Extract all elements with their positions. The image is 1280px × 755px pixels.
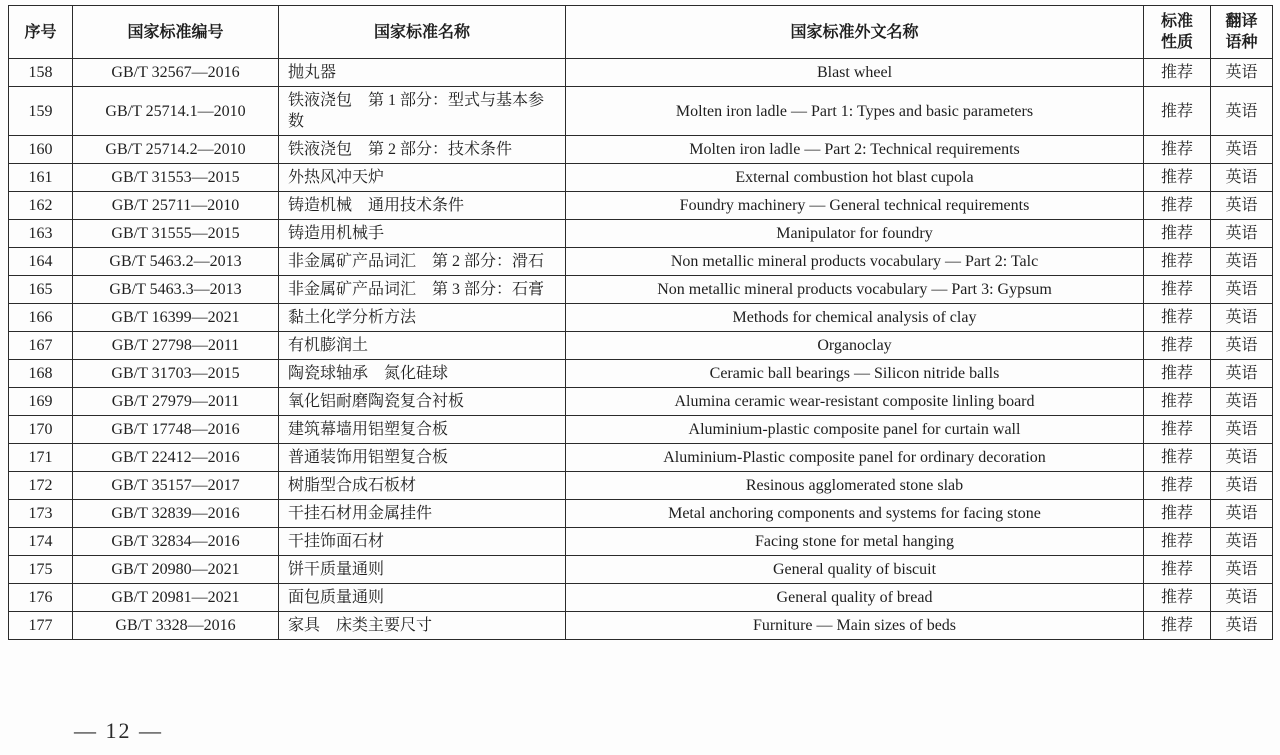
cell-serial-number: 158 xyxy=(9,59,73,87)
cell-translation-language: 英语 xyxy=(1211,136,1273,164)
cell-serial-number: 162 xyxy=(9,192,73,220)
cell-translation-language: 英语 xyxy=(1211,500,1273,528)
cell-standard-name-cn: 干挂石材用金属挂件 xyxy=(279,500,566,528)
table-row xyxy=(9,59,1273,87)
cell-translation-language: 英语 xyxy=(1211,87,1273,136)
table-row xyxy=(9,444,1273,472)
cell-standard-code: GB/T 32839—2016 xyxy=(73,500,279,528)
cell-standard-name-en: Non metallic mineral products vocabulary — Part 2: Talc xyxy=(566,248,1144,276)
table-row xyxy=(9,556,1273,584)
cell-serial-number: 160 xyxy=(9,136,73,164)
cell-standard-name-cn: 建筑幕墙用铝塑复合板 xyxy=(279,416,566,444)
cell-standard-nature: 推荐 xyxy=(1144,444,1211,472)
cell-standard-name-en: Metal anchoring components and systems for facing stone xyxy=(566,500,1144,528)
cell-translation-language: 英语 xyxy=(1211,164,1273,192)
header-translation-language-line2: 语种 xyxy=(1225,34,1258,51)
cell-standard-code: GB/T 25714.2—2010 xyxy=(73,136,279,164)
cell-standard-nature: 推荐 xyxy=(1144,556,1211,584)
cell-standard-code: GB/T 35157—2017 xyxy=(73,472,279,500)
cell-standard-name-en: Organoclay xyxy=(566,332,1144,360)
cell-standard-code: GB/T 17748—2016 xyxy=(73,416,279,444)
cell-translation-language: 英语 xyxy=(1211,332,1273,360)
cell-standard-name-en: Molten iron ladle — Part 1: Types and basic parameters xyxy=(566,87,1144,136)
cell-standard-name-en: Aluminium-Plastic composite panel for ordinary decoration xyxy=(566,444,1144,472)
table-row xyxy=(9,136,1273,164)
cell-standard-nature: 推荐 xyxy=(1144,136,1211,164)
cell-standard-nature: 推荐 xyxy=(1144,528,1211,556)
cell-translation-language: 英语 xyxy=(1211,444,1273,472)
cell-standard-nature: 推荐 xyxy=(1144,87,1211,136)
cell-standard-nature: 推荐 xyxy=(1144,276,1211,304)
standards-table xyxy=(8,5,1273,640)
cell-standard-nature: 推荐 xyxy=(1144,164,1211,192)
header-standard-name-cn: 国家标准名称 xyxy=(279,6,566,59)
table-row xyxy=(9,164,1273,192)
table-row xyxy=(9,584,1273,612)
cell-standard-code: GB/T 3328—2016 xyxy=(73,612,279,640)
cell-standard-code: GB/T 25711—2010 xyxy=(73,192,279,220)
cell-serial-number: 165 xyxy=(9,276,73,304)
cell-standard-name-cn: 有机膨润土 xyxy=(279,332,566,360)
header-standard-code: 国家标准编号 xyxy=(73,6,279,59)
cell-serial-number: 175 xyxy=(9,556,73,584)
cell-standard-name-cn: 铸造机械 通用技术条件 xyxy=(279,192,566,220)
table-row xyxy=(9,192,1273,220)
cell-serial-number: 170 xyxy=(9,416,73,444)
cell-standard-code: GB/T 25714.1—2010 xyxy=(73,87,279,136)
header-translation-language-line1: 翻译 xyxy=(1225,13,1258,30)
cell-serial-number: 159 xyxy=(9,87,73,136)
cell-standard-nature: 推荐 xyxy=(1144,332,1211,360)
cell-standard-name-en: Facing stone for metal hanging xyxy=(566,528,1144,556)
cell-serial-number: 169 xyxy=(9,388,73,416)
cell-serial-number: 174 xyxy=(9,528,73,556)
cell-standard-name-cn: 陶瓷球轴承 氮化硅球 xyxy=(279,360,566,388)
cell-translation-language: 英语 xyxy=(1211,360,1273,388)
cell-standard-nature: 推荐 xyxy=(1144,500,1211,528)
table-row xyxy=(9,500,1273,528)
cell-standard-name-en: Ceramic ball bearings — Silicon nitride balls xyxy=(566,360,1144,388)
table-row xyxy=(9,388,1273,416)
cell-standard-name-cn: 氧化铝耐磨陶瓷复合衬板 xyxy=(279,388,566,416)
cell-standard-nature: 推荐 xyxy=(1144,59,1211,87)
cell-serial-number: 167 xyxy=(9,332,73,360)
cell-standard-name-cn: 家具 床类主要尺寸 xyxy=(279,612,566,640)
cell-translation-language: 英语 xyxy=(1211,192,1273,220)
cell-standard-name-en: Manipulator for foundry xyxy=(566,220,1144,248)
cell-standard-name-cn: 非金属矿产品词汇 第 2 部分：滑石 xyxy=(279,248,566,276)
header-standard-nature xyxy=(1144,6,1211,59)
cell-translation-language: 英语 xyxy=(1211,304,1273,332)
cell-standard-code: GB/T 22412—2016 xyxy=(73,444,279,472)
cell-serial-number: 177 xyxy=(9,612,73,640)
cell-standard-name-en: Resinous agglomerated stone slab xyxy=(566,472,1144,500)
cell-standard-code: GB/T 20980—2021 xyxy=(73,556,279,584)
cell-standard-nature: 推荐 xyxy=(1144,388,1211,416)
cell-serial-number: 161 xyxy=(9,164,73,192)
header-standard-name-en: 国家标准外文名称 xyxy=(566,6,1144,59)
cell-standard-code: GB/T 27979—2011 xyxy=(73,388,279,416)
cell-standard-code: GB/T 27798—2011 xyxy=(73,332,279,360)
cell-standard-name-en: Alumina ceramic wear-resistant composite linling board xyxy=(566,388,1144,416)
table-row xyxy=(9,612,1273,640)
cell-serial-number: 176 xyxy=(9,584,73,612)
cell-standard-nature: 推荐 xyxy=(1144,220,1211,248)
table-row xyxy=(9,472,1273,500)
cell-standard-name-cn: 铁液浇包 第 2 部分：技术条件 xyxy=(279,136,566,164)
cell-serial-number: 168 xyxy=(9,360,73,388)
table-row xyxy=(9,220,1273,248)
cell-standard-name-cn: 外热风冲天炉 xyxy=(279,164,566,192)
header-standard-nature-line2: 性质 xyxy=(1160,34,1193,51)
table-row xyxy=(9,276,1273,304)
cell-translation-language: 英语 xyxy=(1211,472,1273,500)
cell-translation-language: 英语 xyxy=(1211,59,1273,87)
header-translation-language xyxy=(1211,6,1273,59)
cell-standard-code: GB/T 20981—2021 xyxy=(73,584,279,612)
cell-standard-name-en: Aluminium-plastic composite panel for curtain wall xyxy=(566,416,1144,444)
table-row xyxy=(9,360,1273,388)
header-serial-number: 序号 xyxy=(9,6,73,59)
cell-standard-name-en: General quality of biscuit xyxy=(566,556,1144,584)
header-standard-nature-line1: 标准 xyxy=(1160,13,1193,30)
cell-translation-language: 英语 xyxy=(1211,528,1273,556)
cell-serial-number: 172 xyxy=(9,472,73,500)
cell-standard-nature: 推荐 xyxy=(1144,612,1211,640)
cell-standard-name-cn: 抛丸器 xyxy=(279,59,566,87)
cell-serial-number: 171 xyxy=(9,444,73,472)
cell-translation-language: 英语 xyxy=(1211,612,1273,640)
cell-standard-code: GB/T 31703—2015 xyxy=(73,360,279,388)
cell-translation-language: 英语 xyxy=(1211,220,1273,248)
cell-standard-name-cn: 黏土化学分析方法 xyxy=(279,304,566,332)
cell-standard-nature: 推荐 xyxy=(1144,360,1211,388)
cell-standard-code: GB/T 5463.3—2013 xyxy=(73,276,279,304)
cell-standard-name-en: Molten iron ladle — Part 2: Technical requirements xyxy=(566,136,1144,164)
cell-standard-code: GB/T 16399—2021 xyxy=(73,304,279,332)
cell-standard-name-en: General quality of bread xyxy=(566,584,1144,612)
cell-standard-nature: 推荐 xyxy=(1144,192,1211,220)
cell-translation-language: 英语 xyxy=(1211,584,1273,612)
table-row xyxy=(9,332,1273,360)
cell-serial-number: 163 xyxy=(9,220,73,248)
cell-standard-nature: 推荐 xyxy=(1144,472,1211,500)
table-row xyxy=(9,528,1273,556)
cell-standard-name-cn: 面包质量通则 xyxy=(279,584,566,612)
cell-standard-name-en: Blast wheel xyxy=(566,59,1144,87)
cell-standard-name-cn: 干挂饰面石材 xyxy=(279,528,566,556)
cell-standard-nature: 推荐 xyxy=(1144,584,1211,612)
cell-serial-number: 166 xyxy=(9,304,73,332)
table-row xyxy=(9,416,1273,444)
cell-translation-language: 英语 xyxy=(1211,556,1273,584)
cell-translation-language: 英语 xyxy=(1211,276,1273,304)
cell-translation-language: 英语 xyxy=(1211,248,1273,276)
cell-standard-name-en: Non metallic mineral products vocabulary — Part 3: Gypsum xyxy=(566,276,1144,304)
cell-standard-name-en: Foundry machinery — General technical requirements xyxy=(566,192,1144,220)
cell-translation-language: 英语 xyxy=(1211,416,1273,444)
cell-standard-code: GB/T 31553—2015 xyxy=(73,164,279,192)
cell-standard-name-cn: 树脂型合成石板材 xyxy=(279,472,566,500)
cell-standard-name-cn: 铸造用机械手 xyxy=(279,220,566,248)
cell-standard-code: GB/T 31555—2015 xyxy=(73,220,279,248)
table-row xyxy=(9,304,1273,332)
cell-standard-code: GB/T 32834—2016 xyxy=(73,528,279,556)
table-header-row xyxy=(9,6,1273,59)
cell-standard-name-cn: 非金属矿产品词汇 第 3 部分：石膏 xyxy=(279,276,566,304)
page-number: — 12 — xyxy=(74,718,163,743)
cell-serial-number: 173 xyxy=(9,500,73,528)
cell-standard-name-en: External combustion hot blast cupola xyxy=(566,164,1144,192)
cell-standard-nature: 推荐 xyxy=(1144,304,1211,332)
cell-standard-name-cn: 饼干质量通则 xyxy=(279,556,566,584)
cell-standard-code: GB/T 5463.2—2013 xyxy=(73,248,279,276)
cell-standard-code: GB/T 32567—2016 xyxy=(73,59,279,87)
cell-standard-name-cn: 铁液浇包 第 1 部分：型式与基本参数 xyxy=(279,87,566,136)
cell-standard-name-en: Furniture — Main sizes of beds xyxy=(566,612,1144,640)
cell-translation-language: 英语 xyxy=(1211,388,1273,416)
cell-standard-name-cn: 普通装饰用铝塑复合板 xyxy=(279,444,566,472)
cell-standard-nature: 推荐 xyxy=(1144,416,1211,444)
cell-standard-nature: 推荐 xyxy=(1144,248,1211,276)
cell-standard-name-en: Methods for chemical analysis of clay xyxy=(566,304,1144,332)
table-row xyxy=(9,248,1273,276)
table-row xyxy=(9,87,1273,136)
cell-serial-number: 164 xyxy=(9,248,73,276)
